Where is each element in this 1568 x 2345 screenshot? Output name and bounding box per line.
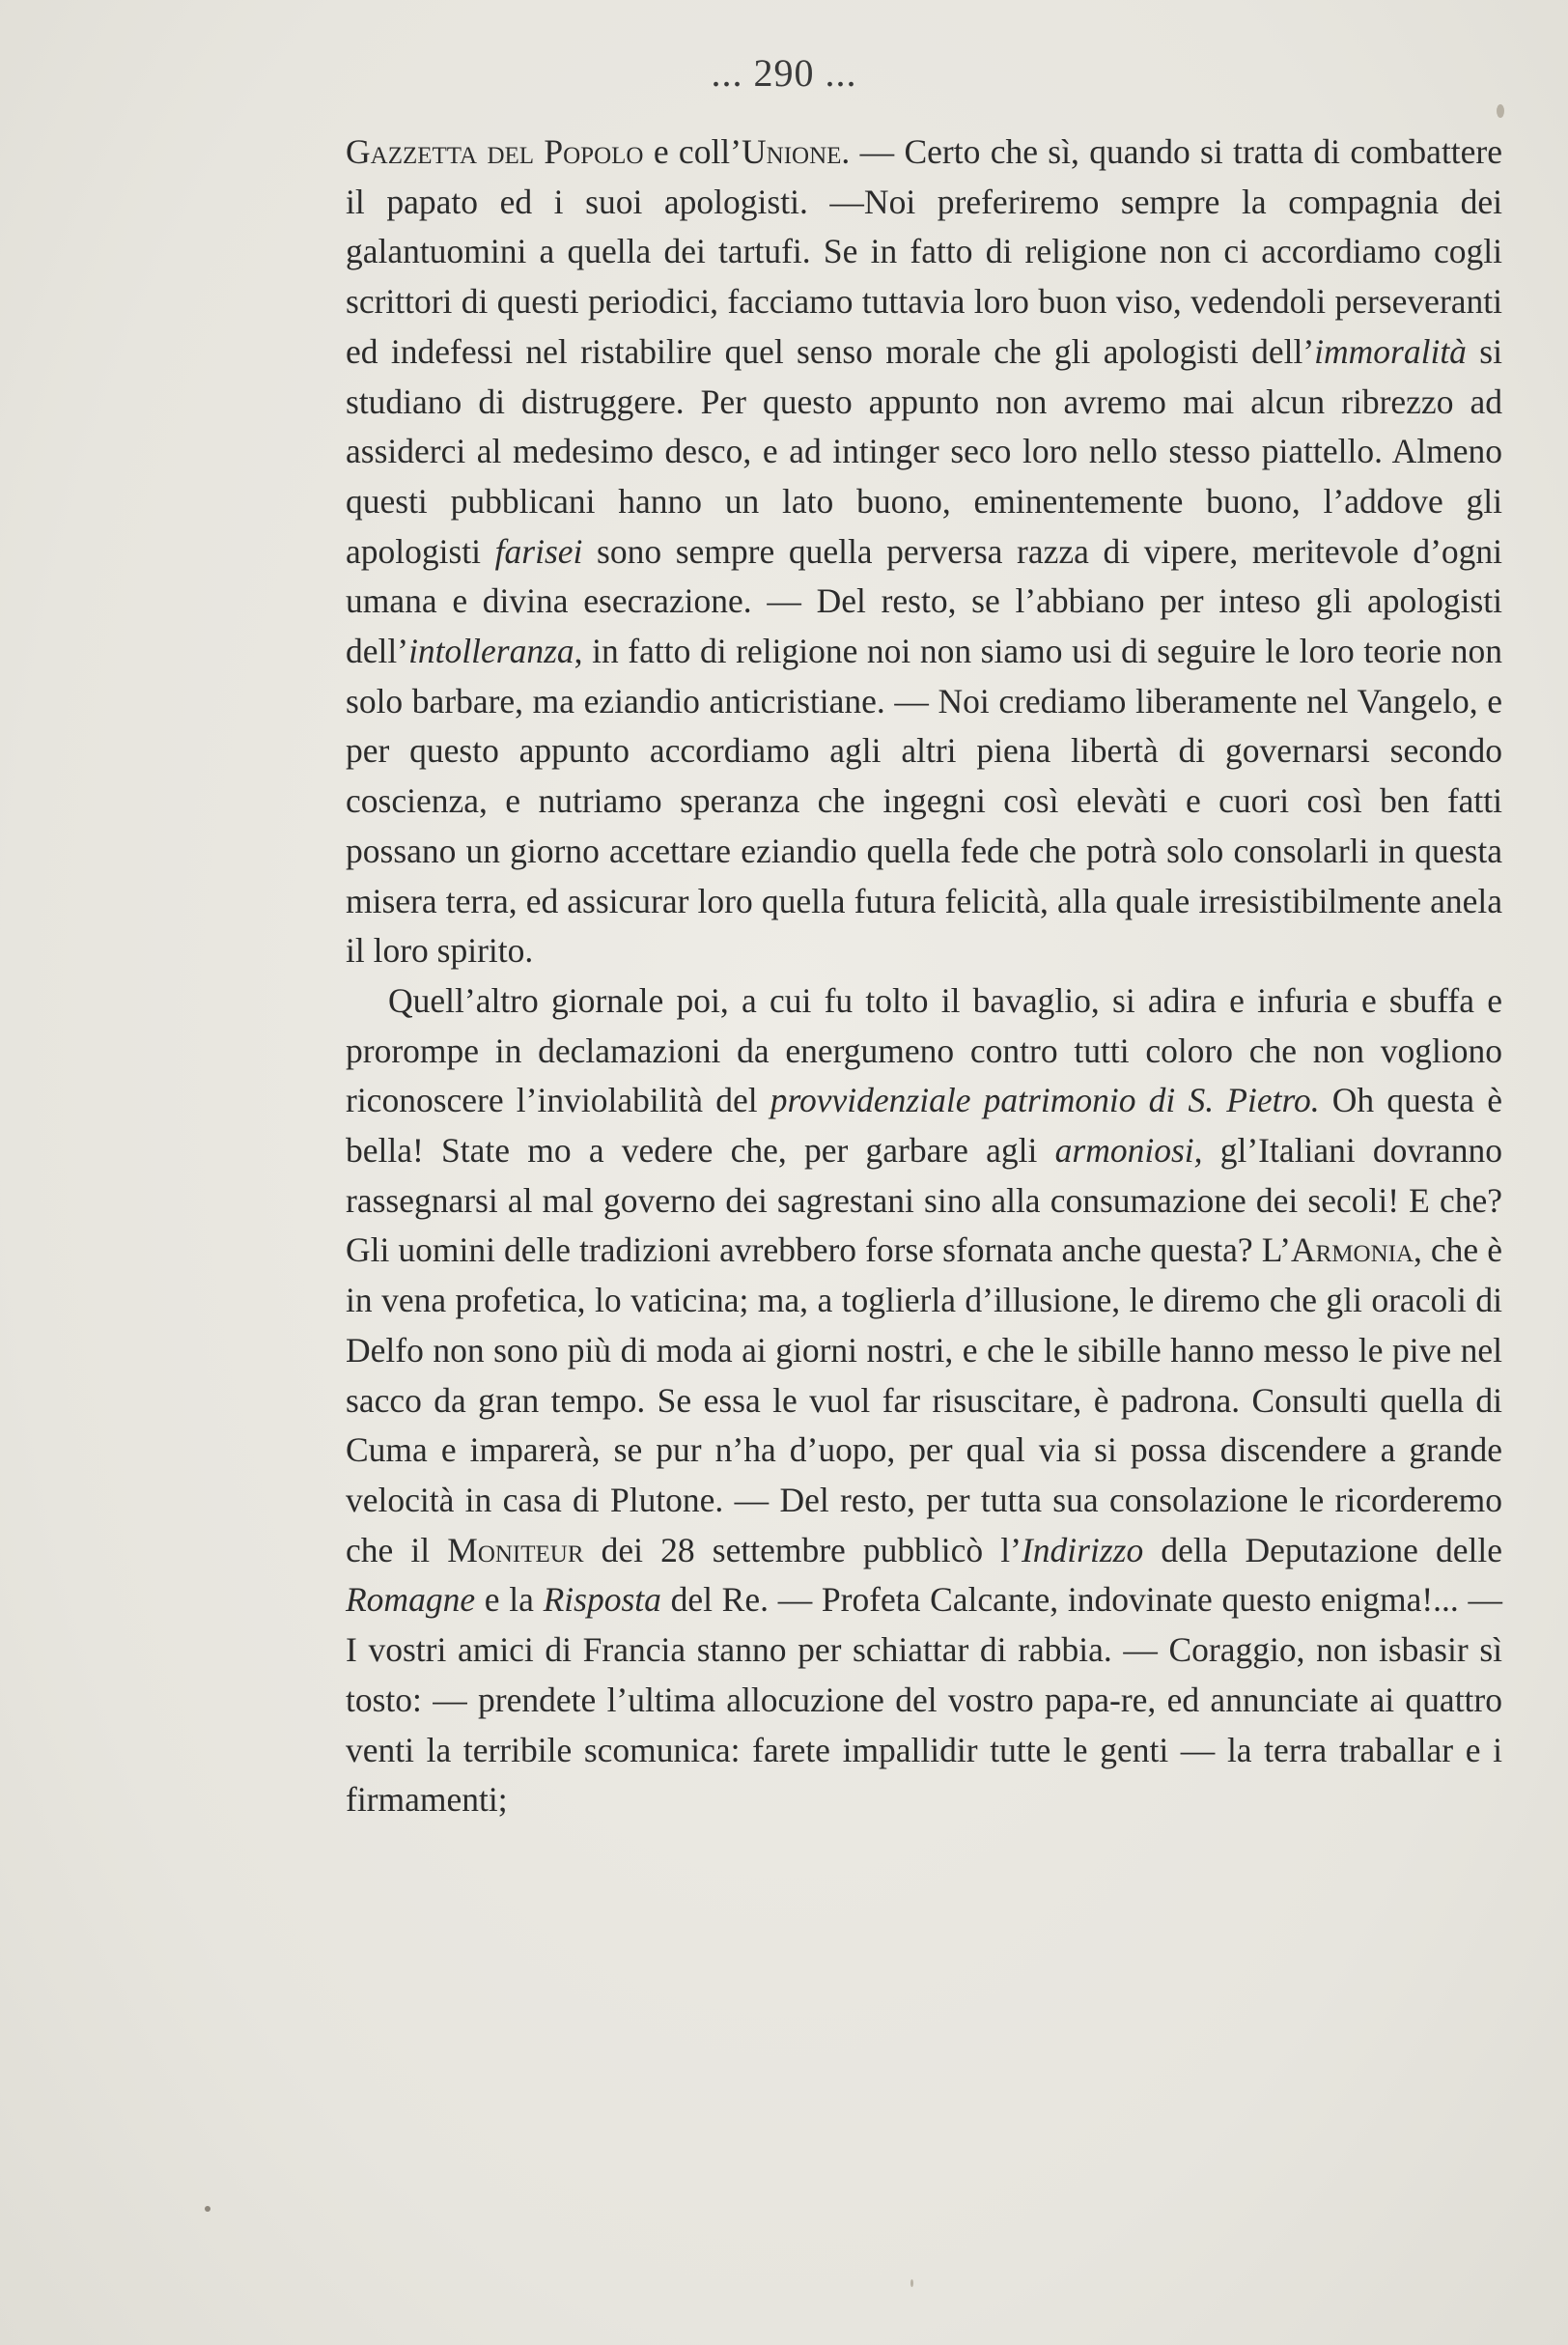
ink-speck	[910, 2279, 913, 2287]
paragraph-1	[346, 127, 1502, 976]
body-text	[346, 127, 1502, 1825]
ink-speck	[205, 2206, 210, 2212]
text-run: della Deputazione delle	[1143, 1530, 1502, 1569]
italic-term: intolleranza	[408, 632, 574, 671]
italic-term: farisei	[494, 531, 583, 571]
italic-term: Indirizzo	[1021, 1530, 1144, 1569]
paragraph-2	[346, 976, 1502, 1825]
text-run: dei 28 settembre pubblicò l’	[583, 1530, 1022, 1569]
ink-speck	[1497, 104, 1504, 118]
journal-name-moniteur: Moniteur	[447, 1530, 584, 1569]
text-run: , in fatto di religione noi non siamo usi di seguire le loro teorie non solo barbare, ma eziandio anticristiane. — Noi crediamo liberamente nel Vangelo, e per questo appunto accordiamo agli altri piena libertà di governarsi secondo coscienza, e nutriamo speranza che ingegni così elevàti e cuori così ben fatti possano un giorno accettare eziandio quella fede che potrà solo consolarli in questa misera terra, ed assicurar loro quella futura felicità, alla quale irresistibilmente anela il loro spirito.	[346, 632, 1502, 971]
text-run: Quell’altro giornale poi, a cui fu tolto il bavaglio, si adira e infuria e sbuffa e prorompe in declamazioni da energumeno contro tutti coloro che non vogliono riconoscere l’inviolabilità del	[346, 980, 1502, 1120]
journal-name-armonia: Armonia	[1290, 1230, 1414, 1270]
italic-term: Risposta	[543, 1580, 661, 1620]
text-run: del Re. — Profeta Calcante, indovinate questo enigma!... — I vostri amici di Francia stanno per schiattar di rabbia. — Coraggio, non isbasir sì tosto: — prendete l’ultima allocuzione del vostro papa-re, ed annunciate ai quattro venti la terribile scomunica: farete impallidir tutte le genti — la terra traballar e i firmamenti;	[346, 1580, 1502, 1820]
text-run: si studiano di distruggere. Per questo appunto non avremo mai alcun ribrezzo ad assiderci al medesimo desco, e ad intinger seco loro nello stesso piattello. Almeno questi pubblicani hanno un lato buono, eminentemente buono, l’addove gli apologisti	[346, 331, 1502, 571]
text-run: sono sempre quella perversa razza di vipere, meritevole d’ogni umana e divina esecrazione. — Del resto, se l’abbiano per inteso gli apologisti dell’	[346, 531, 1503, 671]
journal-name-gazzetta: Gazzetta del Popolo	[346, 132, 644, 171]
text-run: Oh questa è bella! State mo a vedere che, per garbare agli	[346, 1081, 1502, 1171]
journal-name-unione: Unione	[742, 132, 842, 171]
text-run: , che è in vena profetica, lo vaticina; ma, a toglierla d’illusione, le diremo che gli oracoli di Delfo non sono più di moda ai giorni nostri, e che le sibille hanno messo le pive nel sacco da gran tempo. Se essa le vuol far risuscitare, è padrona. Consulti quella di Cuma e imparerà, se pur n’ha d’uopo, per qual via si possa discendere a grande velocità in casa di Plutone. — Del resto, per tutta sua consolazione le ricorderemo che il	[346, 1230, 1502, 1569]
italic-term: provvidenziale patrimonio di S. Pietro.	[770, 1081, 1320, 1120]
italic-term: armoniosi,	[1054, 1131, 1203, 1171]
text-run: e coll’	[643, 132, 742, 171]
text-run: . — Certo che sì, quando si tratta di combattere il papato ed i suoi apologisti. —Noi preferiremo sempre la compagnia dei galantuomini a quella dei tartufi. Se in fatto di religione non ci accordiamo cogli scrittori di questi periodici, facciamo tuttavia loro buon viso, vedendoli perseveranti ed indefessi nel ristabilire quel senso morale che gli apologisti dell’	[346, 132, 1503, 371]
text-run: e la	[475, 1580, 544, 1620]
italic-term: immoralità	[1314, 331, 1467, 371]
italic-term: Romagne	[346, 1580, 476, 1620]
text-run: gl’Italiani dovranno rassegnarsi al mal governo dei sagrestani sino alla consumazione dei secoli! E che? Gli uomini delle tradizioni avrebbero forse sfornata anche questa? L’	[346, 1131, 1502, 1270]
page-number: ... 290 ...	[711, 51, 857, 95]
